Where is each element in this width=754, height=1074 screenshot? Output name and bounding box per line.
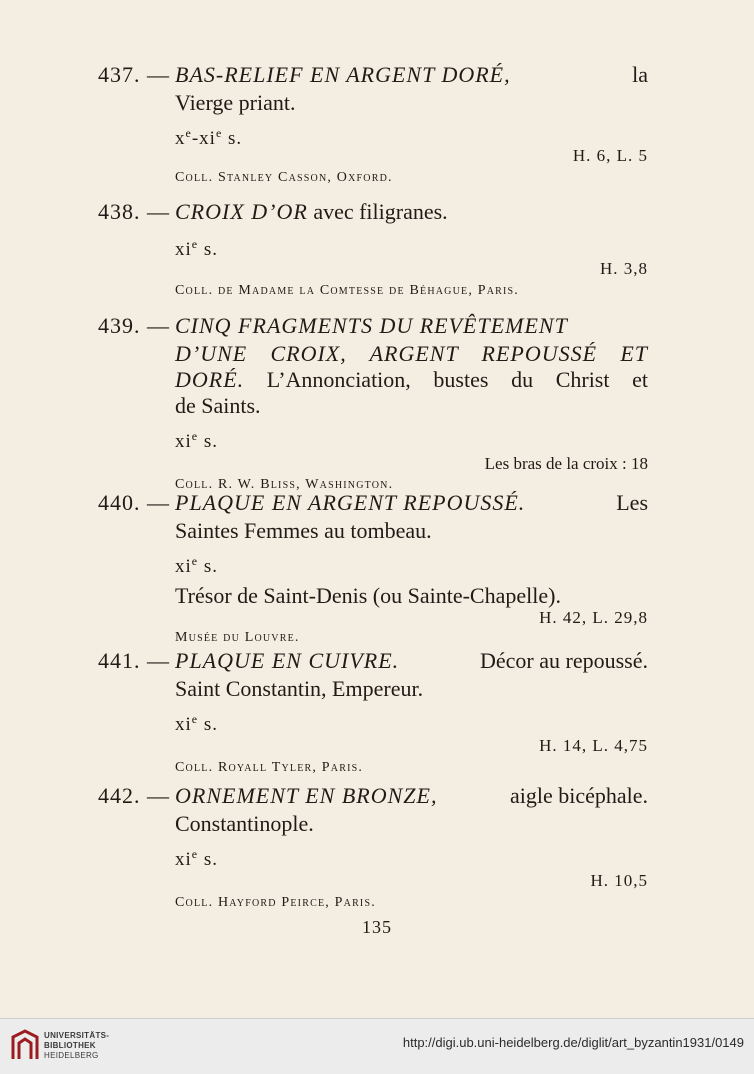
entry-title: PLAQUE EN ARGENT REPOUSSÉ. — [175, 490, 526, 515]
entry-title-continued: D’UNE CROIX, ARGENT REPOUSSÉ ET — [175, 341, 648, 366]
entry-century: $xi^e$ s. — [175, 712, 219, 735]
entry-heading — [98, 60, 648, 90]
entry-description: Saintes Femmes au tombeau. — [175, 518, 432, 543]
entry-title-rest: la — [632, 62, 648, 87]
entry-century: $x^e-xi^e$ s. — [175, 126, 243, 149]
entry-collection: Musée du Louvre. — [175, 630, 300, 645]
entry-title: ORNEMENT EN BRONZE, — [175, 783, 438, 808]
library-name: UNIVERSITÄTS- BIBLIOTHEK HEIDELBERG — [44, 1031, 110, 1060]
entry-title: CROIX D’OR — [175, 199, 308, 224]
entry-description: de Saints. — [175, 393, 261, 418]
entry-dimensions: H. 14, L. 4,75 — [539, 736, 648, 755]
entry-dimensions: H. 10,5 — [590, 871, 648, 890]
entry-collection: Coll. R. W. Bliss, Washington. — [175, 477, 394, 492]
entry-437 — [98, 60, 648, 188]
entry-title: PLAQUE EN CUIVRE. — [175, 648, 400, 673]
entry-number: 439. — — [98, 313, 170, 338]
entry-title-rest: Décor au repoussé. — [480, 648, 648, 673]
entry-century: $xi^e$ s. — [175, 847, 219, 870]
entry-title-rest: Les — [616, 490, 648, 515]
source-url-link[interactable]: http://digi.ub.uni-heidelberg.de/diglit/art_byzantin1931/0149 — [402, 1035, 744, 1050]
entry-439 — [98, 311, 648, 495]
entry-number: 440. — — [98, 490, 170, 515]
entry-441 — [98, 646, 648, 778]
entry-heading — [98, 488, 648, 518]
entry-heading — [98, 646, 648, 676]
entry-description-line: DORÉ. L’Annonciation, bustes du Christ et — [175, 367, 648, 392]
entry-442 — [98, 781, 648, 913]
entry-dimensions: H. 6, L. 5 — [572, 146, 648, 165]
entry-number: 437. — — [98, 62, 170, 87]
entry-collection: Coll. Hayford Peirce, Paris. — [175, 895, 376, 910]
entry-number: 438. — — [98, 199, 170, 224]
entry-440 — [98, 488, 648, 648]
entry-title-rest: avec filigranes. — [313, 199, 448, 224]
page-number: 135 — [362, 917, 392, 937]
entry-century: $xi^e$ s. — [175, 237, 219, 260]
entry-collection: Coll. Royall Tyler, Paris. — [175, 760, 364, 775]
university-library-logo — [10, 1029, 40, 1063]
entry-collection: Coll. de Madame la Comtesse de Béhague, Paris. — [175, 283, 519, 298]
entry-note: Les bras de la croix : 18 — [484, 454, 648, 473]
entry-number: 442. — — [98, 783, 170, 808]
entry-heading — [98, 197, 648, 227]
entry-heading — [98, 311, 648, 341]
entry-century: $xi^e$ s. — [175, 429, 219, 452]
entry-description: Constantinople. — [175, 811, 314, 836]
entry-heading — [98, 781, 648, 811]
entry-438 — [98, 197, 648, 301]
entry-dimensions: H. 3,8 — [599, 259, 648, 278]
entry-century: $xi^e$ s. — [175, 554, 219, 577]
entry-provenance: Trésor de Saint-Denis (ou Sainte-Chapelle). — [175, 583, 561, 608]
entry-title: BAS-RELIEF EN ARGENT DORÉ, — [175, 62, 511, 87]
entry-collection: Coll. Stanley Casson, Oxford. — [175, 170, 393, 185]
entry-number: 441. — — [98, 648, 170, 673]
entry-dimensions: H. 42, L. 29,8 — [539, 608, 648, 627]
entry-title-rest: aigle bicéphale. — [509, 783, 648, 808]
entry-description: Saint Constantin, Empereur. — [175, 676, 424, 701]
digitization-footer — [0, 1018, 754, 1074]
entry-description: Vierge priant. — [175, 90, 296, 115]
entry-title: CINQ FRAGMENTS DU REVÊTEMENT — [175, 313, 568, 338]
